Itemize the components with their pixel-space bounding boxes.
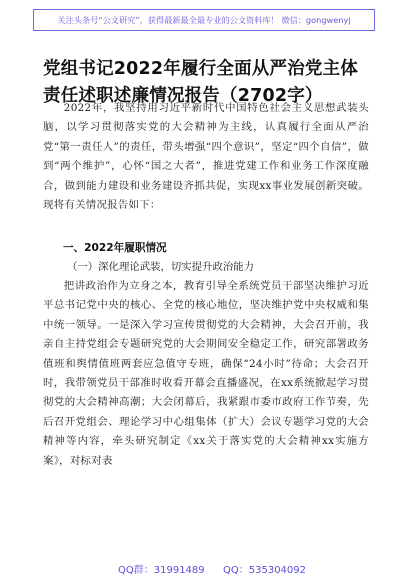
intro-paragraph: 2022年，我坚持用习近平新时代中国特色社会主义思想武装头脑，以学习贯彻落实党的大会精神为主线，认真履行全面从严治党“第一责任人”的责任，带头增强“四个意识”，坚定“四个自信”，做到“两个维护”，心怀“国之大者”，推进党建工作和业务工作深度融合，做到能力建设和业务建设齐抓共促，实现xx事业发展创新突破。现将有关情况报告如下： [43, 102, 369, 212]
footer-qq: QQ：535304092 [223, 565, 307, 576]
footer [0, 561, 408, 577]
header-banner: 关注头条号“公文研究”，获得最新最全最专业的公文资料库！ 微信：gongwenyj [33, 9, 375, 31]
section-heading: 一、2022年履职情况 [63, 242, 167, 254]
body-paragraph: 把讲政治作为立身之本，教育引导全系统党员干部坚决维护习近平总书记党中央的核心、全党的核心地位，坚决维护党中央权威和集中统一领导。一是深入学习宣传贯彻党的大会精神，大会召开前，我亲自主持党组会专题研究党的大会期间安全稳定工作，研究部署政务值班和舆情值班两套应急值守专班，确保“24小时”待命；大会召开时，我带领党员干部准时收看开幕会直播盛况，在xx系统掀起学习贯彻党的大会精神高潮；大会闭幕后，我紧跟市委市政府工作节奏，先后召开党组会、理论学习中心组集体（扩大）会议专题学习党的大会精神等内容，牵头研究制定《xx关于落实党的大会精神xx实施方案》，对标对表 [43, 280, 369, 467]
document-title: 党组书记2022年履行全面从严治党主体责任述职述廉情况报告（2702字） [43, 59, 359, 106]
subsection-heading: （一）深化理论武装，切实提升政治能力 [67, 261, 255, 273]
footer-qq-group: QQ群：31991489 [118, 565, 205, 576]
